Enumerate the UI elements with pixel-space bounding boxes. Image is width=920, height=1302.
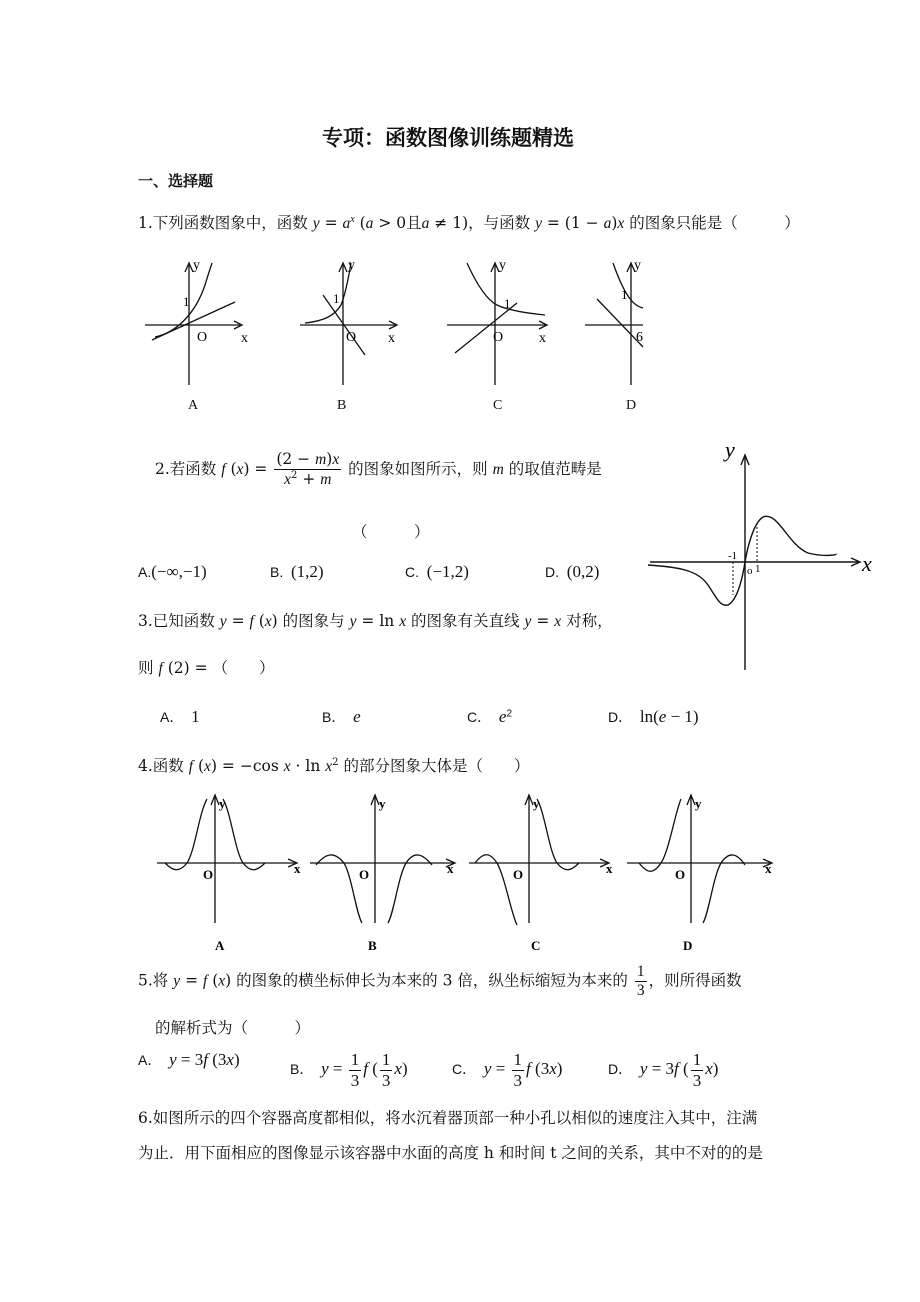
page-title: 专项：函数图像训练题精选 bbox=[322, 125, 574, 150]
svg-text:1: 1 bbox=[621, 287, 628, 302]
svg-text:x: x bbox=[241, 331, 248, 346]
q1-label-c: C bbox=[493, 398, 503, 413]
svg-text:1: 1 bbox=[755, 563, 761, 575]
q2-answer-blank: （ ） bbox=[352, 523, 430, 541]
q3-option-a: A． 1 bbox=[160, 707, 200, 726]
q5-option-d: D． y = 3f ( $\frac{1}{3}$ x) bbox=[608, 1050, 719, 1090]
svg-text:1: 1 bbox=[504, 296, 511, 311]
svg-text:1: 1 bbox=[333, 291, 340, 306]
svg-text:O: O bbox=[346, 330, 357, 345]
svg-text:x: x bbox=[765, 861, 772, 876]
svg-text:o: o bbox=[747, 565, 753, 577]
q1-graph-b bbox=[295, 255, 405, 390]
svg-text:y: y bbox=[379, 796, 386, 811]
question-3: 3.已知函数 y = f (x) 的图象与 y = ln x 的图象有关直线 y = x 对称， bbox=[138, 612, 613, 630]
question-number: 2. bbox=[155, 459, 170, 478]
svg-text:O: O bbox=[203, 867, 214, 882]
svg-text:O: O bbox=[513, 867, 524, 882]
question-4: 4.函数 f (x) = −cos $x \cdot \ln x^2$ 的部分图象大体是（ ） bbox=[138, 756, 530, 775]
q2-function-graph bbox=[648, 435, 880, 675]
q2-option-a: A.(−∞,−1) bbox=[138, 562, 207, 581]
svg-text:-1: -1 bbox=[728, 550, 738, 562]
q1-graph-d bbox=[583, 255, 643, 390]
q5-option-c: C． y = $\frac{1}{3}$ f (3x) bbox=[452, 1050, 563, 1090]
q3-option-d: D． ln(e − 1) bbox=[608, 707, 699, 726]
question-6-line2: 为止．用下面相应的图像显示该容器中水面的高度 h 和时间 t 之间的关系，其中不对的的是 bbox=[138, 1144, 763, 1162]
q1-label-b: B bbox=[337, 398, 347, 413]
svg-text:O: O bbox=[197, 330, 208, 345]
svg-text:x: x bbox=[862, 551, 872, 576]
q5-option-b: B． y = $\frac{1}{3}$ f ( $\frac{1}{3}$ x) bbox=[290, 1050, 408, 1090]
svg-text:O: O bbox=[675, 867, 686, 882]
q4-label-a: A bbox=[215, 938, 225, 953]
svg-text:y: y bbox=[634, 258, 641, 273]
q5-option-a: A． y = 3f (3x) bbox=[138, 1050, 240, 1069]
question-6: 6.如图所示的四个容器高度都相似，将水沉着器顶部一种小孔以相似的速度注入其中，注满 bbox=[138, 1109, 758, 1127]
q4-graph-d bbox=[625, 793, 775, 953]
q4-label-b: B bbox=[368, 938, 377, 953]
q1-graph-a bbox=[140, 255, 250, 390]
svg-text:1: 1 bbox=[183, 294, 190, 309]
q2-option-c: C. (−1,2) bbox=[405, 562, 469, 581]
question-number: 4. bbox=[138, 757, 153, 775]
svg-text:y: y bbox=[695, 796, 702, 811]
q4-label-d: D bbox=[683, 938, 693, 953]
q4-label-c: C bbox=[531, 938, 541, 953]
q1-label-d: D bbox=[626, 398, 637, 413]
question-2: 2.若函数 f (x) = $\frac{(2 - m)x}{x^2 + m}$ 的图象如图所示，则 m 的取值范畴是 bbox=[155, 450, 602, 488]
q4-graph-c bbox=[467, 793, 613, 953]
svg-text:O: O bbox=[493, 330, 504, 345]
svg-text:y: y bbox=[219, 796, 226, 811]
q2-option-b: B. (1,2) bbox=[270, 562, 324, 581]
q3-option-c: C． $e^2$ bbox=[467, 707, 513, 726]
svg-text:6: 6 bbox=[636, 330, 643, 345]
question-1: 1.下列函数图象中，函数 $y = a^x$ (a > 0且a ≠ 1)，与函数 y = (1 − a)x 的图象只能是（ ） bbox=[138, 213, 800, 232]
q4-graph-b bbox=[308, 793, 458, 953]
svg-text:y: y bbox=[533, 796, 540, 811]
svg-text:y: y bbox=[348, 258, 355, 273]
svg-text:y: y bbox=[499, 258, 506, 273]
svg-text:y: y bbox=[725, 437, 735, 462]
question-number: 5. bbox=[138, 971, 153, 990]
svg-text:O: O bbox=[359, 867, 370, 882]
svg-text:y: y bbox=[193, 258, 200, 273]
q2-option-d: D. (0,2) bbox=[545, 562, 600, 581]
question-5-line2: 的解析式为（ ） bbox=[155, 1019, 311, 1037]
question-number: 1. bbox=[138, 214, 153, 232]
question-number: 6. bbox=[138, 1109, 153, 1127]
question-3-line2: 则 f (2) = （ ） bbox=[138, 659, 275, 677]
section-heading: 一、选择题 bbox=[138, 172, 214, 190]
q3-option-b: B． e bbox=[322, 707, 361, 726]
svg-text:x: x bbox=[294, 861, 301, 876]
svg-text:x: x bbox=[447, 861, 454, 876]
question-5: 5.将 y = f (x) 的图象的横坐标伸长为本来的 3 倍，纵坐标缩短为本来的 $\frac{1}{3}$ ，则所得函数 bbox=[138, 963, 742, 999]
q1-graph-c bbox=[445, 255, 555, 390]
svg-text:x: x bbox=[539, 331, 546, 346]
question-number: 3. bbox=[138, 612, 153, 630]
svg-text:x: x bbox=[388, 331, 395, 346]
svg-text:x: x bbox=[606, 861, 613, 876]
q4-graph-a bbox=[155, 793, 301, 953]
q1-label-a: A bbox=[188, 398, 199, 413]
